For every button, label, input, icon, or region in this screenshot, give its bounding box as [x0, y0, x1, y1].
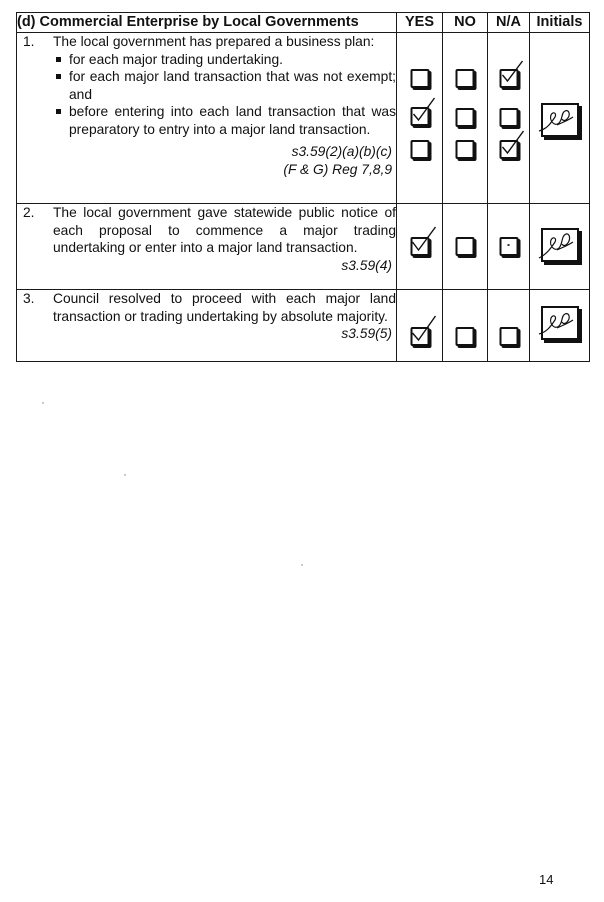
na-checkbox[interactable]	[499, 108, 518, 127]
scan-speck	[42, 402, 44, 404]
mark-dot	[507, 244, 509, 246]
na-checkbox[interactable]	[499, 237, 518, 256]
checklist-table	[16, 12, 590, 362]
question-row-1	[17, 33, 590, 204]
no-checkbox[interactable]	[456, 140, 475, 159]
scan-speck	[301, 564, 303, 566]
legislation-reference: s3.59(4)	[341, 257, 392, 273]
question-text: The local government gave statewide public notice of each proposal to commence a major trading undertaking or enter into a major land transaction.	[53, 205, 396, 255]
check-mark-icon	[410, 227, 436, 255]
yes-checkbox[interactable]	[410, 237, 429, 256]
question-text: The local government has prepared a business plan:	[53, 34, 375, 49]
no-cell	[443, 33, 488, 204]
question-number: 3.	[23, 291, 35, 306]
signature-icon	[537, 99, 583, 139]
legislation-reference: s3.59(2)(a)(b)(c)	[291, 144, 392, 159]
sub-item: before entering into each land transaction that was preparatory to entry into a major land transaction.	[53, 103, 396, 138]
signature-icon	[537, 302, 583, 342]
column-initials: Initials	[530, 13, 590, 33]
initials-box[interactable]	[541, 306, 579, 340]
question-row-3	[17, 290, 590, 362]
na-checkbox[interactable]	[499, 140, 518, 159]
section-title: (d) Commercial Enterprise by Local Governments	[17, 13, 397, 33]
check-mark-icon	[499, 59, 525, 87]
yes-checkbox[interactable]	[410, 140, 429, 159]
initials-cell	[530, 290, 590, 362]
column-na: N/A	[488, 13, 530, 33]
question-cell-2	[17, 204, 397, 290]
check-mark-icon	[499, 130, 525, 158]
column-no: NO	[443, 13, 488, 33]
na-cell	[488, 290, 530, 362]
yes-checkbox[interactable]	[410, 327, 429, 346]
question-number: 1.	[23, 34, 35, 49]
legislation-reference: s3.59(5)	[341, 326, 392, 341]
scan-speck	[124, 474, 126, 476]
yes-checkbox[interactable]	[410, 107, 429, 126]
sub-item: for each major trading undertaking.	[53, 51, 396, 69]
column-yes: YES	[397, 13, 443, 33]
yes-cell	[397, 290, 443, 362]
header-row	[17, 13, 590, 33]
no-checkbox[interactable]	[456, 237, 475, 256]
yes-cell	[397, 33, 443, 204]
yes-cell	[397, 204, 443, 290]
na-cell	[488, 204, 530, 290]
no-checkbox[interactable]	[456, 69, 475, 88]
no-checkbox[interactable]	[456, 327, 475, 346]
no-cell	[443, 290, 488, 362]
na-checkbox[interactable]	[499, 69, 518, 88]
page-number: 14	[539, 872, 554, 887]
question-text: Council resolved to proceed with each major land transaction or trading undertaking by absolute majority.	[53, 291, 396, 324]
sub-item: for each major land transaction that was not exempt; and	[53, 68, 396, 103]
question-row-2	[17, 204, 590, 290]
na-cell	[488, 33, 530, 204]
check-mark-icon	[410, 317, 436, 345]
initials-box[interactable]	[541, 228, 579, 262]
signature-icon	[537, 224, 583, 264]
question-cell-1	[17, 33, 397, 204]
initials-cell	[530, 204, 590, 290]
na-checkbox[interactable]	[499, 327, 518, 346]
yes-checkbox[interactable]	[410, 69, 429, 88]
initials-cell	[530, 33, 590, 204]
question-cell-3	[17, 290, 397, 362]
legislation-reference: (F & G) Reg 7,8,9	[283, 161, 392, 177]
no-checkbox[interactable]	[456, 108, 475, 127]
question-number: 2.	[23, 205, 35, 220]
no-cell	[443, 204, 488, 290]
check-mark-icon	[410, 97, 436, 125]
initials-box[interactable]	[541, 103, 579, 137]
sub-item-list	[53, 51, 396, 139]
